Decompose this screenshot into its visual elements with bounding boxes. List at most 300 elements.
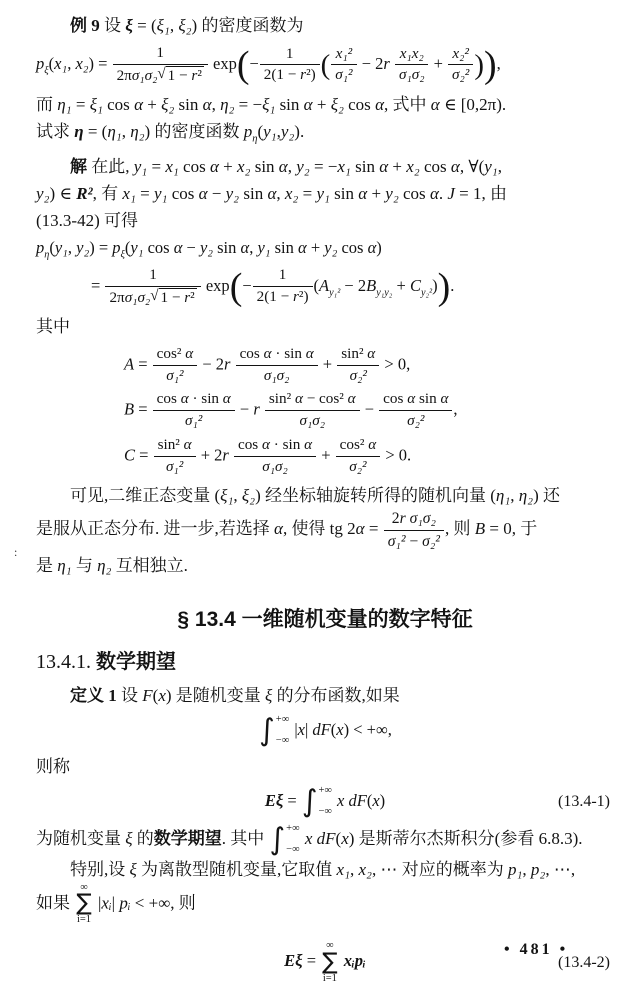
math-var: C: [409, 275, 421, 295]
text-run: [230, 354, 234, 373]
text-run: −: [235, 399, 254, 419]
bold-text: 数学期望: [153, 828, 222, 848]
text-run: 试求: [36, 121, 75, 141]
text-run: =: [302, 951, 321, 971]
math-var: α: [367, 237, 377, 257]
text-run: (: [48, 53, 55, 73]
text-run: > 0,: [380, 353, 411, 373]
text-run: 如果: [36, 892, 75, 912]
bold-math-var: Eξ: [284, 951, 303, 971]
math-var: α: [198, 183, 208, 203]
text-run: 而: [36, 94, 58, 114]
math-var: y₁: [153, 183, 168, 203]
text-run: = (: [132, 16, 157, 35]
math-var: r: [300, 66, 307, 84]
text-run: cos²: [339, 436, 369, 454]
sqrt-sign: √: [157, 64, 166, 82]
formula-line: [36, 239, 614, 261]
integral-sign: ∫: [301, 783, 318, 819]
text-run: ) ∈: [49, 183, 77, 203]
paragraph-line: [36, 153, 614, 180]
math-var: r: [293, 288, 299, 306]
integral: [259, 712, 290, 748]
text-run: sin: [174, 94, 203, 114]
math-var: p₂: [530, 859, 546, 879]
text-run: ).: [294, 121, 305, 141]
math-var: x: [336, 719, 344, 739]
text-run: cos: [167, 183, 199, 203]
text-run: 1: [156, 44, 165, 61]
math-var: xᵢ: [101, 892, 112, 912]
denominator: [236, 366, 318, 386]
math-var: ξ: [125, 828, 133, 848]
text-run: (13.3-42) 可得: [36, 210, 138, 230]
page-content: [36, 12, 614, 984]
text-run: , 则: [444, 519, 475, 539]
fraction: [331, 45, 356, 86]
math-var: ξ: [129, 859, 137, 879]
text-run: 则称: [36, 756, 70, 776]
math-var: r: [184, 288, 191, 306]
numerator: [260, 45, 320, 66]
math-var: dF: [312, 719, 331, 739]
math-var: y₁: [316, 183, 330, 203]
math-var: r: [253, 399, 260, 419]
text-run: |: [290, 719, 298, 739]
text-run: ) 经坐标轴旋转所得的随机向量 (: [255, 486, 496, 506]
text-run: = −: [309, 156, 338, 176]
summation: [322, 941, 338, 984]
integral: [301, 783, 332, 819]
text-run: 1: [285, 44, 294, 62]
text-run: ,: [233, 486, 242, 506]
text-run: cos: [156, 390, 181, 408]
text-run: −: [182, 237, 200, 257]
fraction: [260, 45, 320, 86]
text-run: cos: [383, 390, 408, 408]
math-var: α: [263, 344, 272, 362]
text-run: =: [364, 519, 383, 539]
bold-math-var: η: [74, 121, 84, 141]
math-var: J: [447, 183, 455, 203]
formula-line: [36, 436, 614, 477]
math-var: α: [368, 436, 377, 454]
radicand: [166, 66, 204, 86]
bold-text: 数学期望: [96, 650, 176, 673]
numerator: [234, 436, 316, 457]
display-equation: [36, 712, 614, 748]
sum-sign: ∑: [322, 948, 338, 975]
text-run: =: [283, 790, 301, 810]
math-var: α: [274, 519, 283, 539]
math-var: pᵢ: [119, 892, 131, 912]
math-var: x₂: [236, 156, 251, 176]
text-run: +: [306, 237, 325, 257]
numerator: [153, 390, 235, 411]
big-delimiter: ): [474, 48, 484, 81]
math-var: p₁: [507, 859, 523, 879]
big-delimiter: (: [236, 43, 250, 86]
bold-math-var: R²: [76, 183, 93, 203]
text-run: , 有: [92, 183, 123, 203]
fraction: [253, 266, 313, 307]
math-var: α: [202, 94, 212, 114]
text-run: ): [432, 275, 438, 295]
upper-limit: ∞: [80, 881, 88, 893]
paragraph-line: [36, 509, 614, 551]
paragraph-line: [36, 91, 614, 118]
text-run: ,: [249, 237, 258, 257]
denominator: [379, 411, 452, 431]
math-var: x₁: [54, 53, 68, 73]
text-run: · sin: [269, 436, 305, 454]
math-var: ξ: [265, 685, 273, 705]
math-var: x₁: [165, 156, 179, 176]
math-var: y₂: [280, 121, 295, 141]
text-run: +: [392, 275, 410, 295]
math-var: y₁: [133, 156, 148, 176]
text-run: [229, 446, 233, 465]
scan-artifact-mark: :: [14, 545, 18, 559]
text-run: sin²: [341, 344, 368, 362]
math-var: α: [355, 519, 365, 539]
bold-math-var: Eξ: [264, 790, 284, 810]
text-run: cos: [178, 156, 210, 176]
numerator: [113, 44, 208, 65]
math-var: α: [367, 344, 376, 362]
text-run: =: [134, 399, 152, 419]
math-var: σ₁σ₂: [409, 510, 436, 528]
math-var: α: [430, 94, 440, 114]
text-run: |: [93, 892, 102, 912]
math-var: y₂: [225, 183, 240, 203]
fraction: [337, 345, 379, 386]
math-var: σ₂²: [349, 366, 367, 384]
math-var: F: [142, 685, 153, 705]
text-run: sin: [250, 156, 279, 176]
math-var: y₂: [385, 183, 399, 203]
text-run: ,: [522, 859, 531, 879]
text-run: ²: [190, 288, 195, 306]
text-run: |: [304, 719, 313, 739]
lower-limit: i=1: [322, 972, 337, 984]
math-var: p: [243, 121, 253, 141]
upper-limit: +∞: [286, 822, 300, 834]
math-var: σ₁²: [165, 458, 184, 476]
equation-body: [284, 941, 366, 984]
text-run: −: [249, 53, 259, 73]
subscript: y₂²: [420, 286, 433, 298]
paragraph-line: [36, 821, 614, 857]
math-var: ξ₂: [178, 16, 192, 35]
math-var: x: [372, 790, 380, 810]
denominator: [336, 457, 381, 477]
upper-limit: ∞: [326, 940, 334, 952]
integral-limits: [318, 786, 331, 818]
text-run: 设: [99, 16, 126, 35]
math-var: p: [36, 53, 45, 73]
text-run: − 2: [340, 275, 367, 295]
denominator: [260, 65, 320, 85]
text-run: (: [257, 121, 264, 141]
text-run: −: [360, 399, 379, 419]
math-var: B: [366, 275, 377, 295]
math-var: α: [294, 390, 303, 408]
text-run: 1: [149, 265, 157, 283]
display-equation: [36, 783, 614, 819]
math-var: A: [319, 275, 330, 295]
fraction: [236, 345, 318, 386]
denominator: [384, 531, 444, 552]
denominator: [337, 366, 379, 386]
math-var: ξ₂: [241, 486, 256, 506]
text-run: 2π: [116, 66, 132, 84]
math-var: y₂: [324, 237, 338, 257]
text-run: sin: [239, 183, 268, 203]
math-var: ξ₁: [156, 16, 170, 35]
text-run: 是: [36, 555, 58, 575]
math-var: C: [124, 445, 136, 465]
paragraph-line: [36, 883, 614, 926]
sqrt: [157, 66, 204, 86]
text-run: . 其中: [221, 828, 269, 848]
numerator: [331, 45, 356, 66]
fraction: [153, 390, 235, 431]
math-var: σ₁σ₂: [299, 412, 325, 430]
text-run: −: [405, 532, 423, 550]
text-run: 与: [71, 555, 98, 575]
text-run: 1 −: [167, 66, 192, 84]
math-var: α: [305, 344, 314, 362]
paragraph-line: [36, 118, 614, 153]
math-var: p: [112, 237, 121, 257]
text-run: +: [143, 94, 162, 114]
fraction: [153, 345, 198, 386]
math-var: y₁: [257, 237, 271, 257]
fraction: [448, 45, 473, 86]
paragraph-line: [36, 552, 614, 579]
math-var: y₁: [263, 121, 277, 141]
text-run: − 2: [357, 53, 384, 73]
math-var: η₂: [518, 486, 534, 506]
bold-text: 解: [70, 156, 87, 176]
text-run: ) < +∞,: [343, 719, 392, 739]
subscript: ξ: [44, 65, 49, 77]
numerator: [448, 45, 473, 66]
text-run: [260, 400, 264, 419]
subscript: η: [44, 249, 50, 261]
formula-line: [36, 345, 614, 386]
text-run: ) 还: [533, 486, 561, 506]
text-run: cos: [343, 94, 376, 114]
subscript: y₁²: [329, 286, 341, 298]
integral-limits: [276, 715, 289, 747]
text-run: 是服从正态分布. 进一步,若选择: [36, 519, 274, 539]
text-run: · sin: [188, 390, 223, 408]
math-var: σ₁²: [166, 366, 184, 384]
text-run: ∈ [0,2π).: [439, 94, 507, 114]
math-var: y₁: [484, 156, 498, 176]
text-run: ²: [197, 66, 202, 84]
text-run: 1: [278, 266, 287, 284]
text-run: ,: [453, 399, 458, 419]
text-run: − cos²: [302, 390, 348, 408]
math-var: y₂: [36, 183, 50, 203]
lower-limit: −∞: [318, 806, 332, 818]
text-run: =: [147, 156, 166, 176]
math-var: α: [209, 156, 219, 176]
math-var: x₂: [358, 859, 372, 879]
math-var: ξ₁: [89, 94, 103, 114]
big-delimiter: (: [320, 48, 331, 81]
math-var: r: [191, 66, 198, 84]
math-var: x₂: [75, 53, 89, 73]
text-run: cos: [398, 183, 430, 203]
numerator: [379, 390, 452, 411]
text-run: · sin: [271, 344, 306, 362]
integral: [269, 821, 300, 857]
text-run: < +∞, 则: [130, 892, 196, 912]
math-var: B: [474, 519, 486, 539]
radicand: [159, 288, 197, 308]
math-var: α: [298, 237, 307, 257]
text-run: (: [366, 790, 373, 810]
numerator: [395, 45, 429, 66]
math-var: p: [36, 237, 45, 257]
math-var: α: [262, 436, 270, 454]
text-run: ,: [169, 16, 179, 35]
bold-text: 例 9: [70, 16, 100, 35]
text-run: ): [376, 237, 382, 257]
text-run: ,: [67, 53, 76, 73]
text-run: +: [429, 53, 448, 73]
math-var: σ₂²: [452, 66, 470, 84]
text-run: (: [330, 719, 337, 739]
text-run: 其中: [36, 316, 70, 336]
text-run: ) =: [89, 237, 113, 257]
fraction: [234, 436, 316, 477]
numerator: [253, 266, 313, 287]
text-run: cos: [102, 94, 135, 114]
text-run: +: [367, 183, 386, 203]
text-run: ): [379, 790, 386, 810]
denominator: [331, 65, 356, 85]
text-run: −: [207, 183, 226, 203]
text-run: sin: [270, 237, 299, 257]
text-run: ) 是随机变量: [165, 685, 266, 705]
text-run: (: [152, 685, 159, 705]
math-var: σ₁σ₂: [131, 66, 158, 84]
text-run: ) 的密度函数: [144, 121, 244, 141]
text-run: 设: [116, 685, 143, 705]
text-run: 为随机变量: [36, 828, 126, 848]
numerator: [265, 390, 360, 411]
page-number: • 481 •: [504, 941, 569, 958]
math-var: η₂: [130, 121, 145, 141]
math-var: α: [407, 390, 416, 408]
math-var: σ₁σ₂: [398, 66, 425, 84]
math-var: x: [341, 828, 349, 848]
math-var: y₁: [54, 237, 68, 257]
text-run: +: [218, 156, 237, 176]
text-run: |: [111, 892, 120, 912]
numerator: [384, 509, 444, 531]
math-var: r: [224, 353, 231, 373]
fraction: [113, 44, 208, 86]
math-var: α: [347, 390, 356, 408]
math-var: α: [375, 94, 384, 114]
text-run: 为离散型随机变量,它取值: [136, 859, 337, 879]
math-var: η₂: [97, 555, 112, 575]
text-run: ) =: [88, 53, 112, 73]
text-run: sin²: [268, 390, 295, 408]
text-run: 的: [132, 828, 154, 848]
math-var: α: [278, 156, 288, 176]
math-var: α: [222, 390, 231, 408]
math-var: r: [399, 510, 406, 528]
denominator: [234, 457, 316, 477]
text-run: 在此,: [87, 156, 134, 176]
equation-body: [264, 783, 386, 819]
math-var: α: [450, 156, 460, 176]
text-run: , ⋯,: [545, 859, 576, 879]
text-run: (: [124, 237, 131, 257]
math-var: α: [429, 183, 439, 203]
integral-sign: ∫: [269, 821, 286, 857]
math-var: σ₂²: [349, 458, 367, 476]
text-run: =: [135, 183, 154, 203]
text-run: 互相独立.: [111, 555, 188, 575]
equation-number: (13.4-1): [558, 792, 610, 810]
text-run: = 1, 由: [454, 183, 508, 203]
math-var: x₁: [122, 183, 136, 203]
math-var: σ₁σ₂: [262, 458, 288, 476]
text-run: ²): [298, 288, 309, 306]
math-var: x₂²: [452, 44, 469, 62]
denominator: [253, 287, 313, 307]
math-var: r: [222, 445, 229, 465]
subscript: η: [252, 133, 258, 145]
text-run: = 0, 于: [485, 519, 538, 539]
text-run: , 使得 tg 2: [282, 519, 356, 539]
text-run: , ∀(: [459, 156, 485, 176]
math-var: η₁: [107, 121, 122, 141]
text-run: [390, 54, 394, 73]
text-run: 可见,二维正态变量 (: [70, 486, 221, 506]
math-var: x dF: [300, 828, 336, 848]
bold-text: § 13.4 一维随机变量的数字特征: [177, 607, 473, 631]
math-var: σ₁σ₂: [124, 288, 151, 306]
text-run: cos: [237, 436, 262, 454]
paragraph-line: [36, 856, 614, 883]
math-var: α: [267, 183, 277, 203]
formula-line: [36, 390, 614, 431]
text-run: −: [242, 275, 252, 295]
sum-sign: ∑: [76, 890, 92, 917]
denominator: [113, 65, 208, 86]
math-var: η₁: [495, 486, 511, 506]
numerator: [105, 266, 200, 287]
text-run: (: [313, 275, 320, 295]
summation: [76, 883, 92, 926]
denominator: [154, 457, 196, 477]
math-var: α: [185, 344, 194, 362]
text-run: = (: [83, 121, 108, 141]
text-run: exp: [201, 275, 230, 295]
integral-limits: [286, 824, 299, 856]
bold-text: 定义 1: [70, 685, 117, 705]
fraction: [154, 436, 196, 477]
